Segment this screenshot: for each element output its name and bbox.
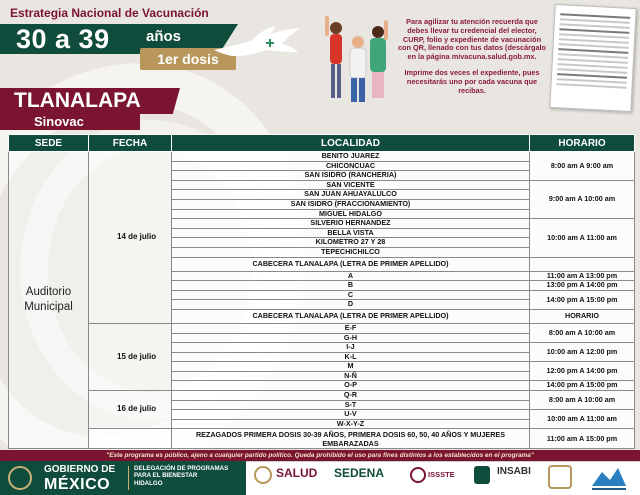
locality-cell: SAN ISIDRO (FRACCIONAMIENTO) bbox=[172, 199, 530, 209]
locality-cell: TEPECHICHILCO bbox=[172, 247, 530, 257]
disclaimer: "Este programa es público, ajeno a cualquier partido político. Queda prohibido el uso para fines distintos a los establecidos en el programa" bbox=[0, 450, 640, 461]
campaign-title: Estrategia Nacional de Vacunación bbox=[10, 6, 209, 20]
letter-cell: N-Ñ bbox=[172, 371, 530, 381]
delegacion-text bbox=[134, 465, 228, 487]
time-cell: 10:00 am A 12:00 pm bbox=[530, 343, 635, 362]
schedule-table bbox=[8, 134, 634, 449]
sede-cell: Auditorio Municipal bbox=[9, 152, 89, 449]
salud-hidalgo-logo-icon bbox=[590, 464, 628, 492]
time-cell: 11:00 am A 15:00 pm bbox=[530, 429, 635, 449]
locality-cell: BELLA VISTA bbox=[172, 228, 530, 238]
letter-cell: O-P bbox=[172, 381, 530, 391]
date-cell: 15 de julio bbox=[89, 323, 172, 390]
letter-cell: Q-R bbox=[172, 391, 530, 401]
locality-cell: SAN VICENTE bbox=[172, 180, 530, 190]
time-cell: 10:00 am A 11:00 am bbox=[530, 219, 635, 257]
cabecera-cell: CABECERA TLANALAPA (LETRA DE PRIMER APELLIDO) bbox=[172, 309, 530, 323]
letter-cell: B bbox=[172, 281, 530, 291]
insabi-logo: INSABI bbox=[497, 466, 531, 477]
requirements-notice bbox=[398, 18, 546, 95]
letter-cell: K-L bbox=[172, 352, 530, 362]
people-illustration bbox=[320, 14, 396, 106]
col-sede: SEDE bbox=[9, 135, 89, 152]
notice-text: Imprime dos veces el expediente, pues necesitarás uno por cada vacuna que recibas. bbox=[404, 67, 540, 95]
age-unit: años bbox=[146, 28, 182, 45]
locality-cell: KILOMETRO 27 Y 28 bbox=[172, 238, 530, 248]
col-horario: HORARIO bbox=[530, 135, 635, 152]
salud-seal-icon bbox=[254, 466, 272, 484]
time-cell: 8:00 am A 10:00 am bbox=[530, 323, 635, 342]
dose-tag: 1er dosis bbox=[140, 48, 236, 70]
divider bbox=[128, 466, 129, 490]
letter-cell: A bbox=[172, 271, 530, 281]
col-localidad: LOCALIDAD bbox=[172, 135, 530, 152]
letter-cell: D bbox=[172, 300, 530, 310]
table-row bbox=[9, 391, 635, 401]
letter-cell: C bbox=[172, 290, 530, 300]
document-thumbnail bbox=[549, 4, 636, 112]
imss-logo-icon bbox=[474, 466, 490, 484]
locality-cell: CHICONCUAC bbox=[172, 161, 530, 171]
delegacion-line: PARA EL BIENESTAR bbox=[134, 472, 198, 480]
delegacion-line: HIDALGO bbox=[134, 479, 163, 487]
hidalgo-shield-icon bbox=[548, 465, 572, 489]
table-row bbox=[9, 429, 635, 449]
time-cell: 8:00 am A 9:00 am bbox=[530, 152, 635, 181]
letter-cell: S-T bbox=[172, 400, 530, 410]
locality-cell: BENITO JUAREZ bbox=[172, 152, 530, 162]
time-cell: 14:00 pm A 15:00 pm bbox=[530, 290, 635, 309]
table-row bbox=[9, 323, 635, 333]
date-cell: 16 de julio bbox=[89, 391, 172, 429]
issste-seal-icon bbox=[410, 467, 426, 483]
gobierno-text: GOBIERNO DE bbox=[44, 464, 116, 475]
mexico-text: MÉXICO bbox=[44, 476, 111, 493]
letter-cell: I-J bbox=[172, 343, 530, 353]
table-row bbox=[9, 152, 635, 162]
notice-text: Para agilizar tu atención recuerda que debes llevar tu credencial del elector, CURP, folio y expediente de vacunación con QR, llenado con tus datos (descárgalo en la página mivacuna.salud.gob.mx. bbox=[398, 17, 546, 62]
time-cell: 10:00 am A 11:00 am bbox=[530, 410, 635, 429]
table-header bbox=[9, 135, 635, 152]
dove-icon bbox=[212, 26, 304, 62]
vaccine-name: Sinovac bbox=[34, 114, 84, 129]
delegacion-line: DELEGACIÓN DE PROGRAMAS bbox=[134, 465, 229, 472]
age-range: 30 a 39 bbox=[16, 24, 110, 54]
date-cell bbox=[89, 429, 172, 449]
salud-logo: SALUD bbox=[276, 466, 318, 480]
time-cell: 12:00 pm A 14:00 pm bbox=[530, 362, 635, 381]
letter-cell: E-F bbox=[172, 323, 530, 333]
time-cell bbox=[530, 257, 635, 271]
time-cell: 13:00 pm A 14:00 pm bbox=[530, 281, 635, 291]
col-fecha: FECHA bbox=[89, 135, 172, 152]
horario-subheader: HORARIO bbox=[530, 309, 635, 323]
issste-logo: ISSSTE bbox=[428, 470, 455, 479]
time-cell: 14:00 pm A 15:00 pm bbox=[530, 381, 635, 391]
letter-cell: M bbox=[172, 362, 530, 372]
time-cell: 9:00 am A 10:00 am bbox=[530, 180, 635, 218]
letter-cell: W-X-Y-Z bbox=[172, 419, 530, 429]
time-cell: 8:00 am A 10:00 am bbox=[530, 391, 635, 410]
rezagados-cell: REZAGADOS PRIMERA DOSIS 30-39 AÑOS, PRIMERA DOSIS 60, 50, 40 AÑOS Y MUJERES EMBARAZADAS bbox=[172, 429, 530, 449]
sedena-logo: SEDENA bbox=[334, 466, 385, 480]
locality-cell: SAN JUAN AHUAYALULCO bbox=[172, 190, 530, 200]
date-cell: 14 de julio bbox=[89, 152, 172, 324]
place-name: TLANALAPA bbox=[14, 89, 141, 112]
locality-cell: SAN ISIDRO (RANCHERIA) bbox=[172, 171, 530, 181]
letter-cell: G-H bbox=[172, 333, 530, 343]
time-cell: 11:00 am A 13:00 pm bbox=[530, 271, 635, 281]
locality-cell: MIGUEL HIDALGO bbox=[172, 209, 530, 219]
letter-cell: U-V bbox=[172, 410, 530, 420]
eagle-emblem-icon bbox=[8, 466, 32, 490]
cabecera-cell: CABECERA TLANALAPA (LETRA DE PRIMER APELLIDO) bbox=[172, 257, 530, 271]
locality-cell: SILVERIO HERNANDEZ bbox=[172, 219, 530, 229]
